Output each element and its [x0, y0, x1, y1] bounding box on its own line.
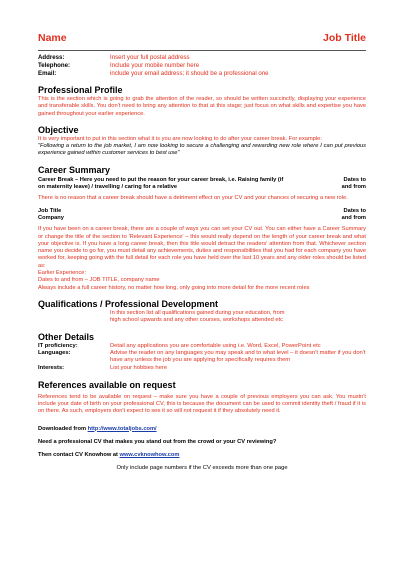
- cvknowhow-link[interactable]: www.cvknowhow.com: [119, 451, 180, 458]
- earlier-heading: Earlier Experience:: [38, 270, 87, 277]
- profile-heading: Professional Profile: [38, 85, 123, 95]
- references-body: References tend to be available on request – make sure you have a couple of previous employers you can ask. You mustn't include your date of birth on your professional CV, this is because the document can be used to commit identity theft / fraud if it is on there. As such, employers don't expect to see it so will not request it if they absolutely need it.: [38, 393, 366, 415]
- totaljobs-link[interactable]: http://www.totaljobs.com/: [87, 425, 157, 432]
- contact-email: [38, 70, 366, 78]
- contact-label: Telephone:: [38, 62, 71, 69]
- job-left: [38, 208, 64, 223]
- career-break-dates: Dates to and from: [341, 176, 366, 191]
- other-value: Advise the reader on any languages you may speak and to what level – it doesn't matter if you don't have any unless the job you are applying for specifically requires them: [110, 349, 366, 364]
- cta-line-2: [38, 452, 366, 459]
- download-prefix: Downloaded from: [38, 425, 88, 432]
- objective-example: "Following a return to the job market, I am now looking to secure a challenging and rewarding new role where I can put previous experience gained within customer services to best use": [38, 143, 366, 157]
- earlier-note: Always include a full career history, no matter how long, only going into more detail for the more recent roles: [38, 284, 310, 291]
- other-label: Interests:: [38, 365, 65, 372]
- career-break-title: Career Break – Here you need to put the reason for your career break, i.e. Raising family (if on maternity leave) / travelling / caring for a relative: [38, 176, 284, 191]
- job-row: [38, 208, 366, 223]
- references-heading: References available on request: [38, 379, 176, 390]
- earlier-line: Dates to and from – JOB TITLE, company name: [38, 277, 160, 284]
- cta-prefix: Then contact CV Knowhow at: [38, 451, 120, 458]
- name-heading: Name: [38, 32, 67, 44]
- objective-heading: Objective: [38, 124, 79, 135]
- contact-value: Insert your full postal address: [110, 54, 190, 61]
- contact-telephone: [38, 62, 366, 70]
- header-divider: [38, 50, 366, 51]
- job-title: Job Title: [38, 207, 62, 214]
- download-line: [38, 426, 366, 433]
- job-company: Company: [38, 214, 64, 221]
- other-languages-row: [38, 350, 366, 365]
- career-heading: Career Summary: [38, 164, 111, 175]
- contact-label: Address:: [38, 54, 65, 61]
- other-value: List your hobbies here: [110, 365, 168, 372]
- job-title-heading: Job Title: [323, 32, 366, 44]
- contact-value: include your email address; it should be a professional one: [110, 70, 269, 77]
- contact-label: Email:: [38, 70, 57, 77]
- qualifications-heading: Qualifications / Professional Development: [38, 298, 219, 309]
- other-label: Languages:: [38, 349, 71, 356]
- cta-line-1: Need a professional CV that makes you stand out from the crowd or your CV reviewing?: [38, 438, 277, 445]
- page-number-note: Only include page numbers if the CV exceeds more than one page: [116, 465, 288, 472]
- contact-block: [38, 54, 366, 78]
- other-value: Detail any applications you are comfortable using i.e. Word, Excel, PowerPoint etc: [110, 342, 321, 349]
- other-interests-row: [38, 365, 366, 372]
- career-break-row: [38, 177, 366, 192]
- other-it-row: [38, 343, 366, 350]
- job-dates: Dates to and from: [341, 207, 366, 221]
- qualifications-body: In this section list all qualifications gained during your education, from high school upwards and any other courses, workshops attended etc: [110, 309, 285, 324]
- profile-body: This is the section which is going to grab the attention of the reader, so should be written succinctly, displaying your experience and transferable skills. You don't need to bring any attention to that at this stage; just focus on what skills and expertise you have gained throughout your earlier experience.: [38, 96, 366, 117]
- objective-line: It is very important to put in this section what it is you are now looking to do after your career break. For example:: [38, 135, 322, 142]
- cv-page: [38, 32, 366, 477]
- job-body: If you have been on a career break, there are a couple of ways you can set your CV out. You can either have a Career Summary or change the title of the section to 'Relevant Experience' – this would really depend on the length of your career break and what your objective is. If you have a long career break, then this title would detract the readers' attention from that. Whichever section name you decide to go for, you must detail any achievements, duties and responsibilities that you had for each company you have worked for, keeping going with the full detail for each role you have held over the last 10 years and any older roles should be listed as:: [38, 226, 366, 269]
- header: [38, 32, 366, 46]
- contact-address: [38, 54, 366, 62]
- career-break-body: There is no reason that a career break should have a detriment effect on your CV and your chances of securing a new role.: [38, 195, 348, 202]
- other-heading: Other Details: [38, 331, 95, 342]
- contact-value: Include your mobile number here: [110, 62, 200, 69]
- other-label: IT proficiency:: [38, 342, 78, 349]
